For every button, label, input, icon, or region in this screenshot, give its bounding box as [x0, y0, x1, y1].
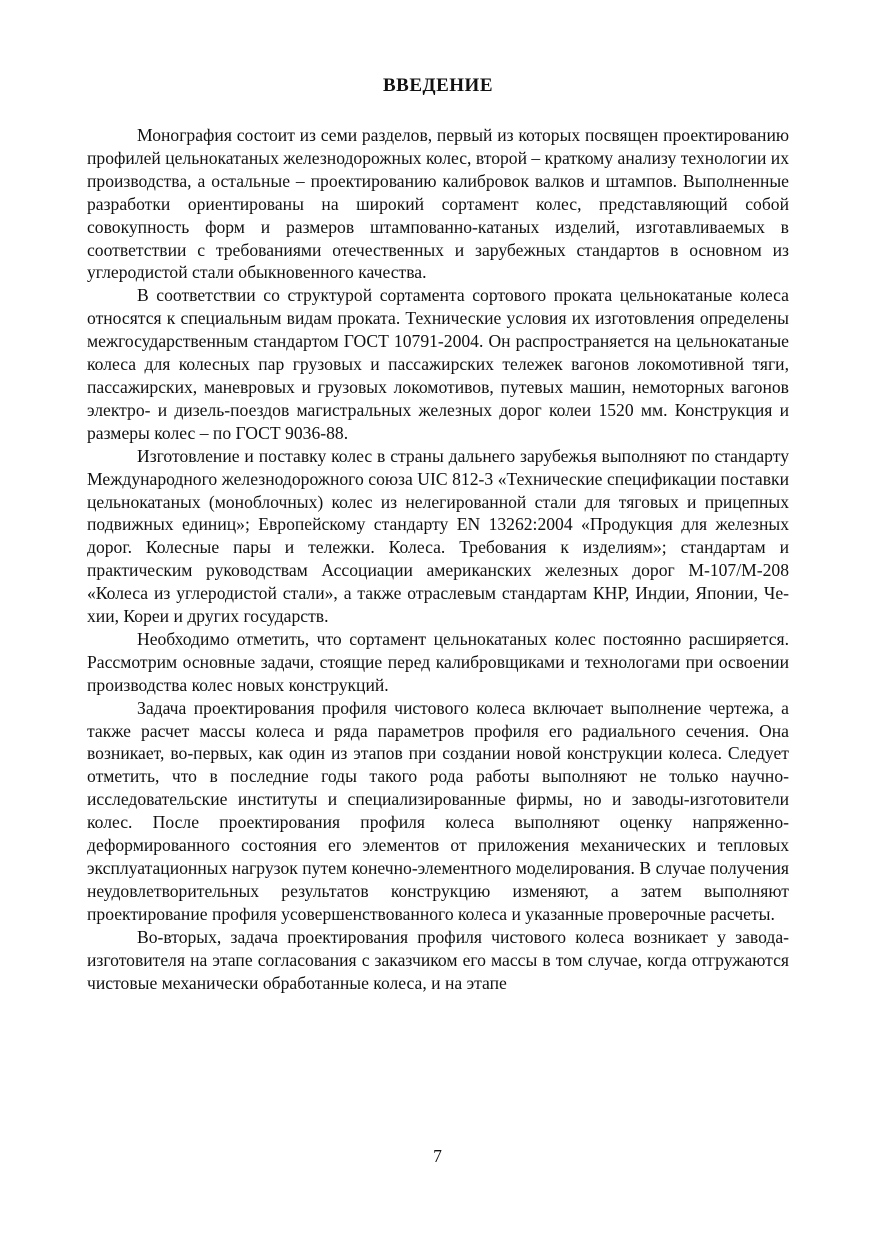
paragraph-3: Изготовление и поставку колес в страны дальнего зарубежья выполняют по стандарту Международного железнодорожного союза UIC 812-3 «Технические спецификации поставки цельнокатаных (моноблочных) колес из нелегированной стали для тяговых и прицепных подвижных единиц»; Европейскому стандарту EN 13262:2004 «Продукция для железных дорог. Колесные пары и тележки. Колеса. Требования к изделиям»; стандартам и практическим руководствам Ассоциации американских железных дорог M-107/M-208 «Колеса из углеродистой стали», а также отраслевым стандартам КНР, Индии, Японии, Чехии, Кореи и других государств.	[87, 445, 789, 627]
paragraph-5: Задача проектирования профиля чистового колеса включает выполнение чертежа, а также расчет массы колеса и ряда параметров профиля его радиального сечения. Она возникает, во-первых, как один из этапов при создании новой конструкции колеса. Следует отметить, что в последние годы такого рода работы выполняют не только научно-исследовательские институты и специализированные фирмы, но и заводы-изготовители колес. После проектирования профиля колеса выполняют оценку напряженно-деформированного состояния его элементов от приложения механических и тепловых эксплуатационных нагрузок путем конечно-элементного моделирования. В случае получения неудовлетворительных результатов конструкцию изменяют, а затем выполняют проектирование профиля усовершенствованного колеса и указанные проверочные расчеты.	[87, 697, 789, 924]
paragraph-6: Во-вторых, задача проектирования профиля чистового колеса возникает у завода-изготовителя на этапе согласования с заказчиком его массы в том случае, когда отгружаются чистовые механически обработанные колеса, и на этапе	[87, 926, 789, 993]
paragraph-1: Монография состоит из семи разделов, первый из которых посвящен проектированию профилей цельнокатаных железнодорожных колес, второй – краткому анализу технологии их производства, а остальные – проектированию калибровок валков и штампов. Выполненные разработки ориентированы на широкий сортамент колес, представляющий собой совокупность форм и размеров штампованно-катаных изделий, изготавливаемых в соответствии с требованиями отечественных и зарубежных стандартов в основном из углеродистой стали обыкновенного качества.	[87, 125, 789, 283]
paragraph-2: В соответствии со структурой сортамента сортового проката цельнокатаные колеса относятся к специальным видам проката. Технические условия их изготовления определены межгосударственным стандартом ГОСТ 10791-2004. Он распространяется на цельнокатаные колеса для колесных пар грузовых и пассажирских тележек вагонов локомотивной тяги, пассажирских, маневровых и грузовых локомотивов, путевых машин, немоторных вагонов электро- и дизель-поездов магистральных железных дорог колеи 1520 мм. Конструкция и размеры колес – по ГОСТ 9036-88.	[87, 285, 789, 443]
paragraph-4: Необходимо отметить, что сортамент цельнокатаных колес постоянно расширяется. Рассмотрим основные задачи, стоящие перед калибровщиками и технологами при освоении производства колес новых конструкций.	[87, 628, 789, 695]
section-title: ВВЕДЕНИЕ	[383, 75, 493, 96]
page-number: 7	[433, 1146, 442, 1166]
document-page	[87, 72, 789, 994]
